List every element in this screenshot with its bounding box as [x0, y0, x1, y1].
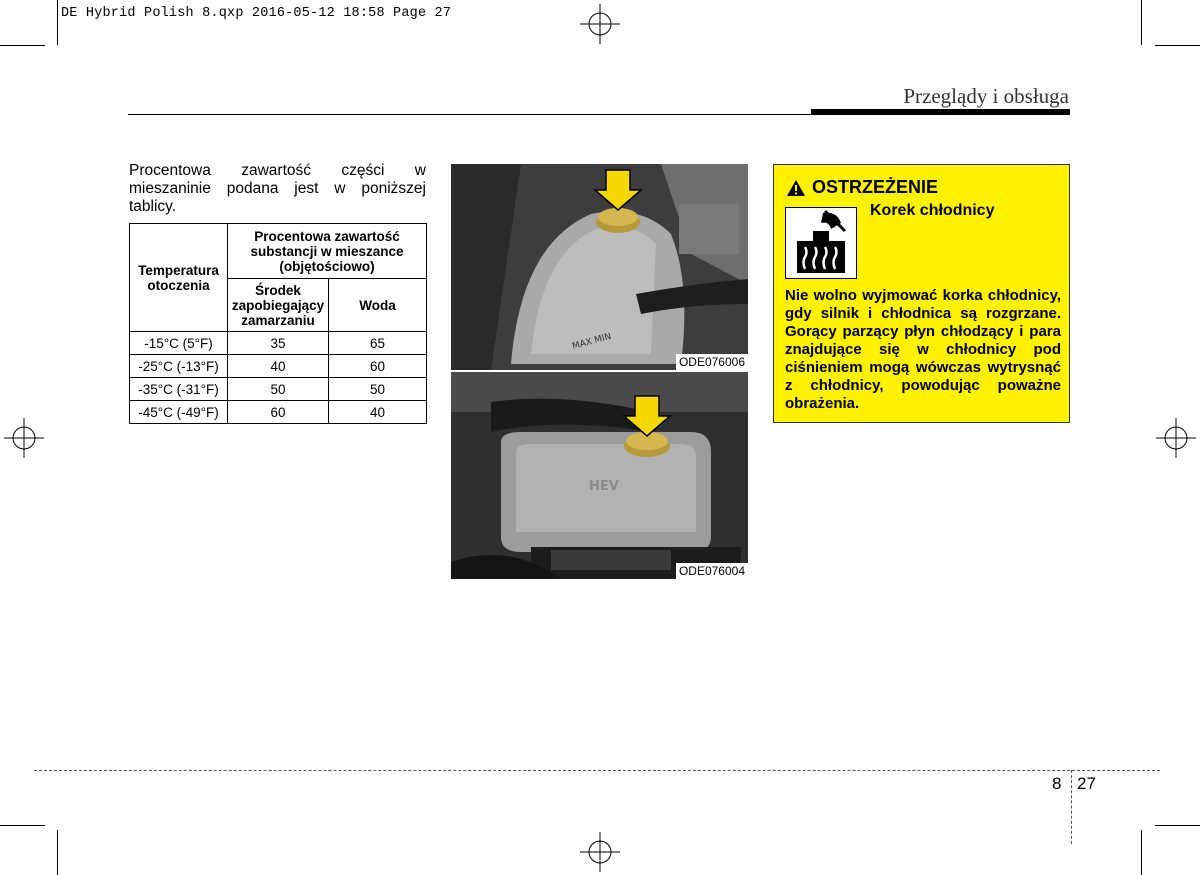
- section-title: Przeglądy i obsługa: [903, 84, 1069, 108]
- table-cell-temp: -15°C (5°F): [130, 332, 228, 355]
- header-rule-accent: [811, 109, 1070, 115]
- table-cell-antifreeze: 40: [228, 355, 329, 378]
- table-row: [130, 355, 427, 378]
- footer-rule: [34, 770, 1160, 771]
- tank-marks: MAX MIN: [571, 331, 613, 352]
- table-cell-antifreeze: 50: [228, 378, 329, 401]
- warning-body: Nie wolno wyjmować korka chłodnicy, gdy silnik i chłodnica są rozgrzane. Gorący parzący płyn chłodzący i para znajdujące się w chłodnicy pod ciśnieniem mogą wówczas wytrysnąć z chłodnicy, powodując poważne obrażenia.: [785, 287, 1061, 412]
- table-cell-temp: -25°C (-13°F): [130, 355, 228, 378]
- table-header-antifreeze: Środek zapobiegający zamarzaniu: [228, 279, 329, 332]
- table-row: [130, 332, 427, 355]
- chapter-number: 8: [1052, 774, 1062, 793]
- registration-mark-right: [1156, 418, 1196, 458]
- footer-divider: [1071, 770, 1072, 844]
- intro-paragraph: Procentowa zawartość części w mieszaninie podana jest w poniższej tablicy.: [129, 162, 426, 215]
- tank-marks: HEV: [589, 479, 619, 494]
- table-row: [130, 401, 427, 424]
- warning-subtitle: Korek chłodnicy: [870, 202, 995, 219]
- table-cell-antifreeze: 60: [228, 401, 329, 424]
- warning-box: [773, 164, 1070, 423]
- registration-mark-left: [4, 418, 44, 458]
- photo-code: ODE076004: [676, 563, 748, 579]
- table-header-group: Procentowa zawartość substancji w mieszance (objętościowo): [228, 224, 427, 279]
- print-header: DE Hybrid Polish 8.qxp 2016-05-12 18:58 Page 27: [61, 6, 452, 21]
- table-cell-water: 50: [329, 378, 427, 401]
- coolant-mix-table: [129, 223, 427, 424]
- table-cell-water: 65: [329, 332, 427, 355]
- table-row: [130, 378, 427, 401]
- engine-photo-reservoir-2: [451, 372, 748, 579]
- registration-mark-top: [580, 4, 620, 44]
- warning-triangle-icon: [786, 179, 806, 197]
- engine-photo-reservoir-1: [451, 164, 748, 370]
- photo-code: ODE076006: [676, 354, 748, 370]
- registration-mark-bottom: [580, 832, 620, 872]
- table-header-temperature: Temperatura otoczenia: [130, 224, 228, 332]
- radiator-cap-hot-icon: [785, 207, 857, 279]
- table-cell-water: 60: [329, 355, 427, 378]
- page-number: 27: [1077, 774, 1096, 793]
- table-cell-temp: -35°C (-31°F): [130, 378, 228, 401]
- table-cell-water: 40: [329, 401, 427, 424]
- warning-title: OSTRZEŻENIE: [812, 177, 939, 197]
- table-cell-antifreeze: 35: [228, 332, 329, 355]
- table-cell-temp: -45°C (-49°F): [130, 401, 228, 424]
- table-header-water: Woda: [329, 279, 427, 332]
